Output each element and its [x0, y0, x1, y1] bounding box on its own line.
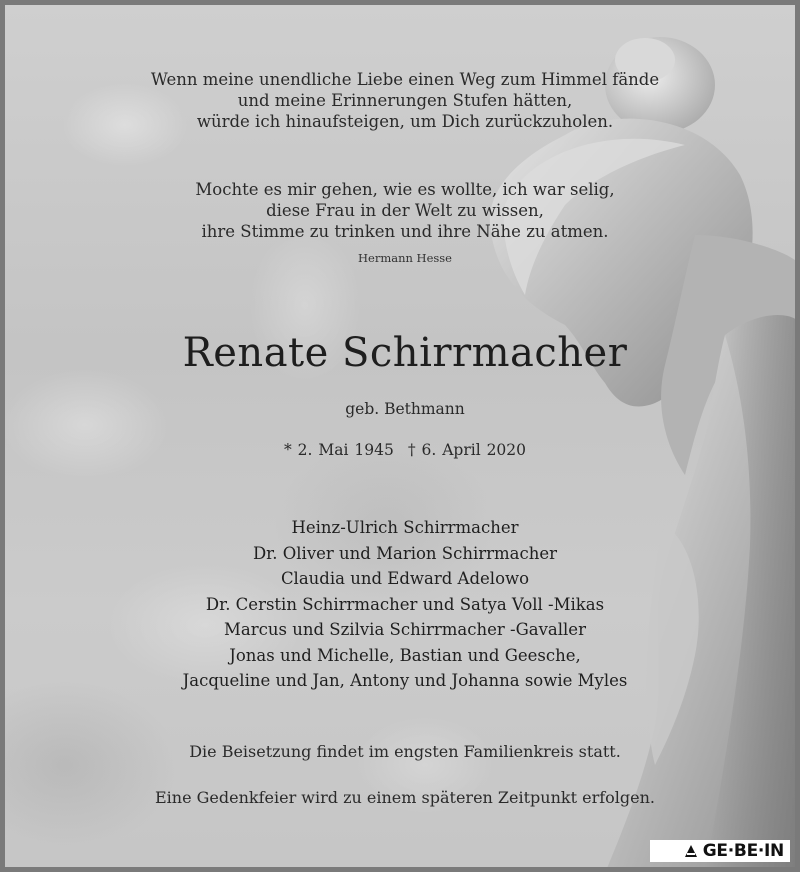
poem-line: Mochte es mir gehen, wie es wollte, ich war selig, — [195, 180, 615, 199]
poem-line: ihre Stimme zu trinken und ihre Nähe zu atmen. — [201, 222, 609, 241]
memorial-notice: Eine Gedenkfeier wird zu einem späteren Zeitpunkt erfolgen. — [154, 788, 656, 807]
gebein-logo-icon — [683, 843, 699, 859]
death-date: † 6. April 2020 — [407, 441, 527, 459]
burial-notice: Die Beisetzung findet im engsten Familienkreis statt. — [189, 742, 621, 761]
mourner-entry: Claudia und Edward Adelowo — [280, 569, 530, 588]
deceased-name: Renate Schirrmacher — [182, 330, 628, 376]
mourner-entry: Heinz-Ulrich Schirrmacher — [291, 518, 519, 537]
mourners-list — [85, 515, 725, 694]
brand-label: GE·BE·IN — [702, 841, 784, 861]
gebein-brand[interactable] — [650, 840, 790, 862]
poem-line: Wenn meine unendliche Liebe einen Weg zum Himmel fände — [150, 70, 660, 89]
mourner-entry: Marcus und Szilvia Schirrmacher -Gavaller — [224, 620, 586, 639]
birth-name: geb. Bethmann — [345, 400, 465, 418]
mourner-entry: Dr. Cerstin Schirrmacher und Satya Voll -Mikas — [205, 594, 605, 614]
birth-date: * 2. Mai 1945 — [283, 441, 394, 459]
poem-line: würde ich hinaufsteigen, um Dich zurückzuholen. — [196, 112, 614, 131]
poem-line: und meine Erinnerungen Stufen hätten, — [237, 91, 573, 110]
life-dates — [155, 441, 655, 459]
mourner-entry: Jonas und Michelle, Bastian und Geesche, — [229, 645, 581, 665]
poem-stanza-1 — [105, 69, 705, 132]
poem-stanza-2 — [105, 179, 705, 242]
poem-author: Hermann Hesse — [357, 251, 452, 265]
mourner-entry: Dr. Oliver und Marion Schirrmacher — [252, 543, 558, 563]
mourner-entry: Jacqueline und Jan, Antony und Johanna sowie Myles — [182, 671, 628, 690]
poem-line: diese Frau in der Welt zu wissen, — [266, 201, 544, 220]
